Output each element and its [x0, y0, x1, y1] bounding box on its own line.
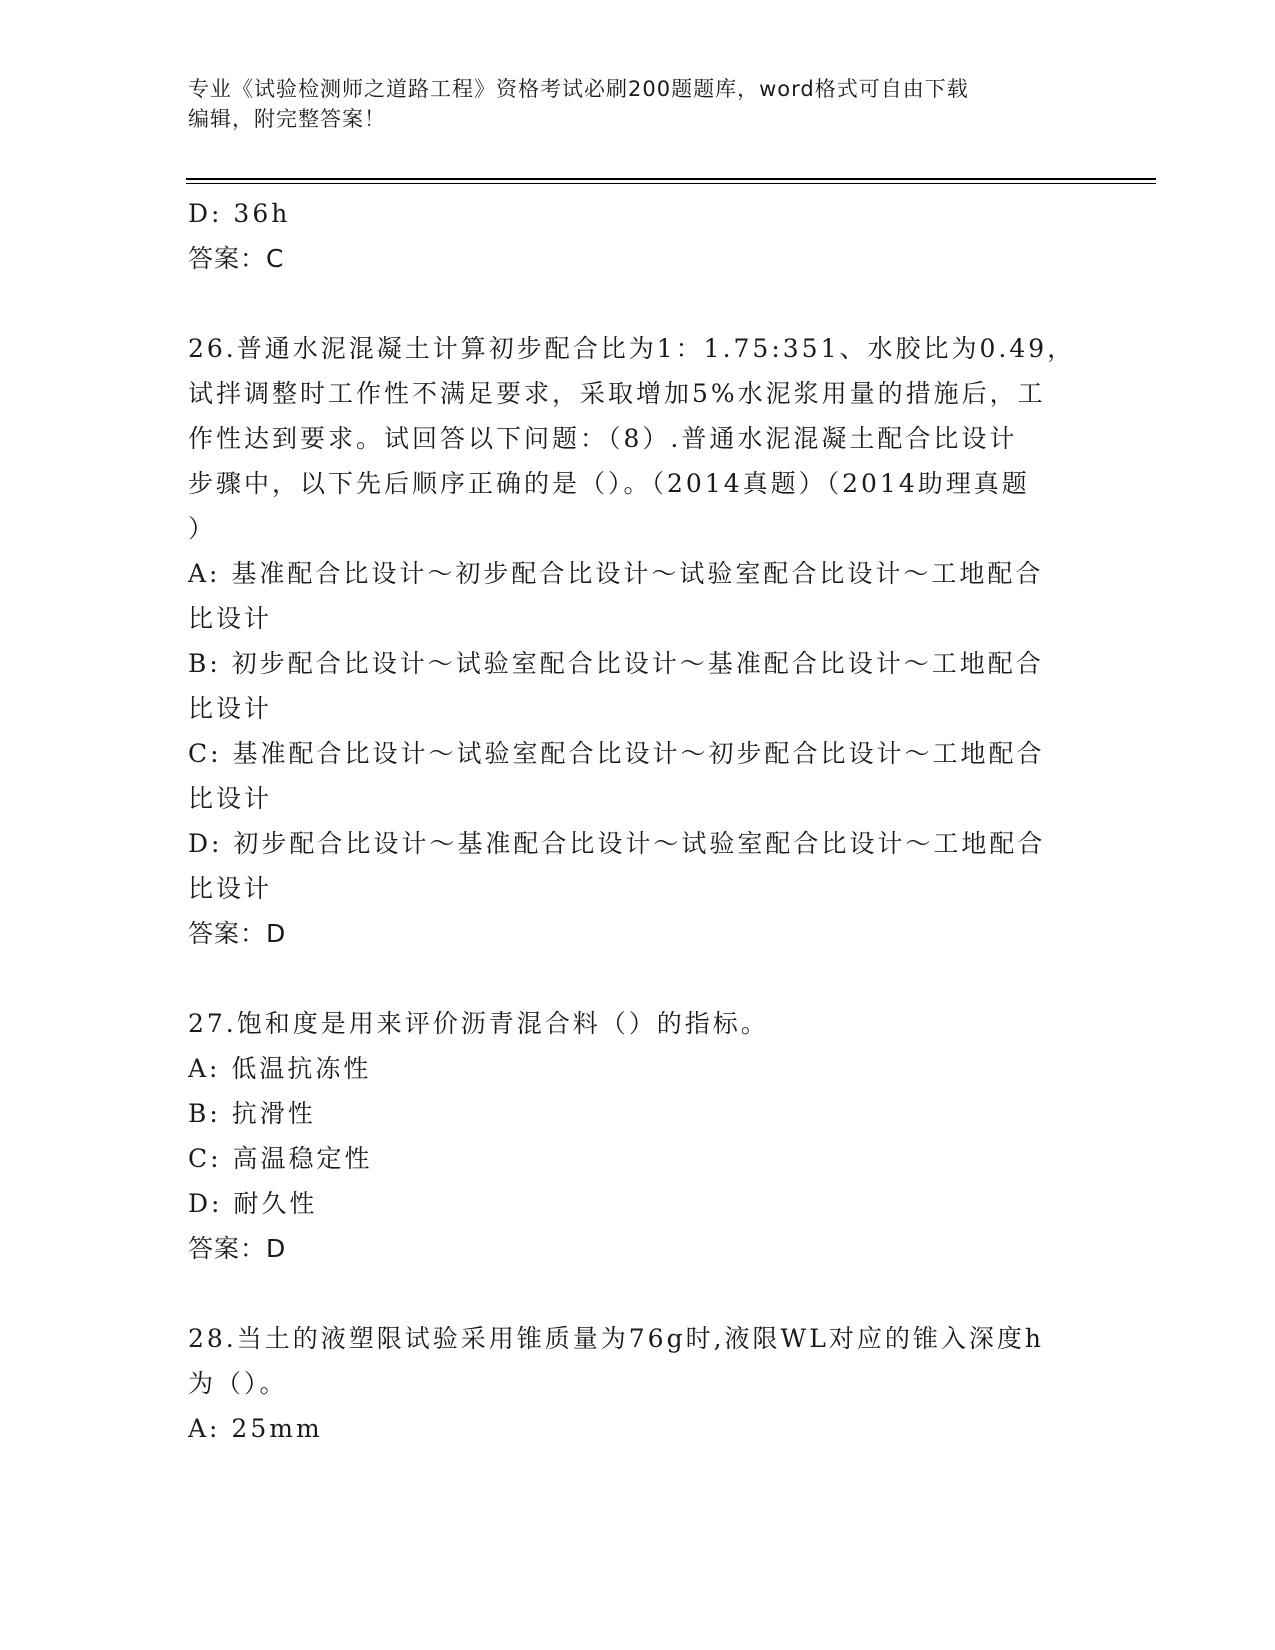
spacer: [188, 1271, 1078, 1316]
q27-stem: 27.饱和度是用来评价沥青混合料（）的指标。: [188, 1009, 769, 1038]
q26-stem-line: ）: [188, 514, 217, 543]
q26-option-d: D: 初步配合比设计～基准配合比设计～试验室配合比设计～工地配合: [188, 829, 1046, 858]
q26-answer: 答案：D: [188, 919, 287, 948]
header-line-1: 专业《试验检测师之道路工程》资格考试必刷200题题库，word格式可自由下载: [188, 77, 969, 101]
q28-option-a: A: 25mm: [188, 1414, 323, 1443]
q26-option-d-cont: 比设计: [188, 874, 273, 903]
q28-stem-line: 28.当土的液塑限试验采用锥质量为76g时,液限WL对应的锥入深度h: [188, 1324, 1044, 1353]
q26-stem-line: 作性达到要求。试回答以下问题：（8）.普通水泥混凝土配合比设计: [188, 424, 1018, 453]
q26-option-c-cont: 比设计: [188, 784, 273, 813]
q26-stem-line: 26.普通水泥混凝土计算初步配合比为1：1.75:351、水胶比为0.49，: [188, 334, 1076, 363]
q25-option-d: D: 36h: [188, 199, 291, 228]
q27-option-d: D: 耐久性: [188, 1189, 318, 1218]
question-27: [188, 1001, 1078, 1271]
document-header: [188, 74, 1068, 134]
q26-stem-line: 试拌调整时工作性不满足要求，采取增加5%水泥浆用量的措施后，工: [188, 379, 1046, 408]
question-26: [188, 326, 1078, 956]
q27-option-a: A: 低温抗冻性: [188, 1054, 372, 1083]
header-line-2: 编辑，附完整答案！: [188, 107, 386, 131]
question-28: [188, 1316, 1078, 1451]
header-divider-thick: [186, 178, 1156, 180]
spacer: [188, 956, 1078, 1001]
q26-option-c: C: 基准配合比设计～试验室配合比设计～初步配合比设计～工地配合: [188, 739, 1045, 768]
q28-stem-line: 为（）。: [188, 1369, 288, 1398]
q26-option-b-cont: 比设计: [188, 694, 273, 723]
spacer: [188, 281, 1078, 326]
q25-answer: 答案：C: [188, 244, 285, 273]
header-divider-thin: [186, 183, 1156, 184]
q26-option-b: B: 初步配合比设计～试验室配合比设计～基准配合比设计～工地配合: [188, 649, 1044, 678]
question-content: [188, 191, 1078, 1451]
q27-option-c: C: 高温稳定性: [188, 1144, 373, 1173]
q27-answer: 答案：D: [188, 1234, 287, 1263]
q26-option-a: A: 基准配合比设计～初步配合比设计～试验室配合比设计～工地配合: [188, 559, 1044, 588]
q26-option-a-cont: 比设计: [188, 604, 273, 633]
q26-stem-line: 步骤中，以下先后顺序正确的是（）。（2014真题）（2014助理真题: [188, 469, 1030, 498]
q27-option-b: B: 抗滑性: [188, 1099, 316, 1128]
